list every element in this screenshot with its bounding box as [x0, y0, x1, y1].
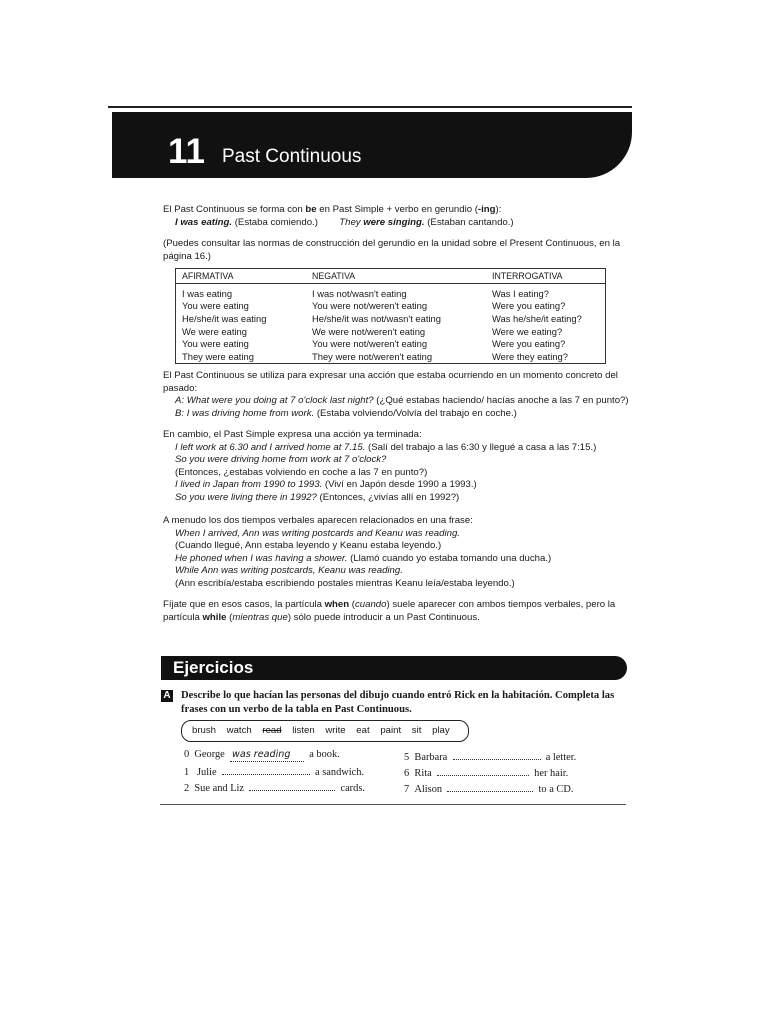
- word-item: eat: [356, 725, 370, 736]
- when-while-note: Fíjate que en esos casos, la partícula when (cuando) suele aparecer con ambos tiempos verbales, pero la partícula while (mientras que) sólo puede introducir a un Past Continuous.: [163, 599, 616, 623]
- exercise-item: 6 Rita her hair.: [404, 768, 569, 779]
- exercises-heading: Ejercicios: [173, 658, 254, 677]
- unit-title: Past Continuous: [222, 146, 362, 167]
- exercises-heading-bar: [161, 656, 627, 680]
- word-item: write: [325, 725, 346, 736]
- answer-blank[interactable]: [249, 781, 335, 791]
- exercise-a-label: A: [161, 690, 173, 702]
- contrast-section: En cambio, el Past Simple expresa una acción ya terminada: I left work at 6.30 and I arrived home at 7.15. (Salí del trabajo a las 6:30 y llegué a casa a las 7:15.) So you were driving home from work at 7 o'clock? (Entonces, ¿estabas volviendo en coche a las 7 en punto?) I lived in Japan from 1990 to 1993. (Viví en Japón desde 1990 a 1993.) So you were living there in 1992? (Entonces, ¿vivías allí en 1992?): [163, 429, 597, 503]
- answer-blank[interactable]: [222, 765, 310, 775]
- exercise-item: 1 Julie a sandwich.: [184, 767, 365, 778]
- word-item: play: [432, 725, 450, 736]
- unit-header: [112, 112, 632, 178]
- exercise-item: 7 Alison to a CD.: [404, 784, 574, 795]
- table-row: They were eating They were not/weren't eating Were they eating?: [182, 350, 568, 362]
- header-interrogative: INTERROGATIVA: [486, 269, 606, 284]
- word-item: listen: [292, 725, 315, 736]
- word-box: [181, 720, 469, 742]
- usage-section: El Past Continuous se utiliza para expresar una acción que estaba ocurriendo en un momento concreto del pasado: A: What were you doing at 7 o'clock last night? (¿Qué estabas haciendo/ hacías anoche a las 7 en punto?) B: I was driving home from work. (Estaba volviendo/Volvía del trabajo en coche.): [163, 370, 629, 419]
- table-row: He/she/it was eating He/she/it was not/wasn't eating Was he/she/it eating?: [182, 312, 582, 324]
- table-row: We were eating We were not/weren't eating Were we eating?: [182, 325, 563, 337]
- unit-number: 11: [168, 132, 205, 171]
- answer-blank[interactable]: [453, 750, 541, 760]
- top-rule: [108, 106, 632, 108]
- answer-blank[interactable]: [447, 782, 533, 792]
- table-row: I was eating I was not/wasn't eating Was I eating?: [182, 287, 549, 299]
- combined-section: A menudo los dos tiempos verbales aparecen relacionados en una frase: When I arrived, Ann was writing postcards and Keanu was reading. (Cuando llegué, Ann estaba leyendo y Keanu estaba leyendo.) He phoned when I was having a shower. (Llamó cuando yo estaba tomando una ducha.) While Ann was writing postcards, Keanu was reading. (Ann escribía/estaba escribiendo postales mientras Keanu leía/estaba leyendo.): [163, 515, 552, 589]
- gerund-note: (Puedes consultar las normas de construcción del gerundio en la unidad sobre el Present Continuous, en la página 16.): [163, 238, 621, 262]
- table-row: You were eating You were not/weren't eating Were you eating?: [182, 300, 566, 312]
- word-item-used: read: [262, 725, 282, 736]
- header-negative: NEGATIVA: [306, 269, 486, 284]
- exercise-item: 5 Barbara a letter.: [404, 752, 577, 763]
- bottom-rule: [160, 804, 626, 805]
- header-affirmative: AFIRMATIVA: [176, 269, 307, 284]
- exercise-a-instructions: Describe lo que hacían las personas del dibujo cuando entró Rick en la habitación. Completa las frases con un verbo de la tabla en Past Continuous.: [181, 690, 615, 715]
- exercise-item: 0 George was reading a book.: [184, 749, 340, 760]
- word-item: watch: [226, 725, 252, 736]
- table-row: You were eating You were not/weren't eating Were you eating?: [182, 338, 566, 350]
- word-item: paint: [380, 725, 402, 736]
- word-item: sit: [411, 725, 422, 736]
- answer-blank[interactable]: was reading: [230, 748, 304, 762]
- exercise-item: 2 Sue and Liz cards.: [184, 783, 365, 794]
- intro-paragraph: El Past Continuous se forma con be en Past Simple + verbo en gerundio (-ing): I was eating. (Estaba comiendo.) They were singing. (Estaban cantando.): [163, 204, 514, 228]
- word-item: brush: [192, 725, 216, 736]
- answer-blank[interactable]: [437, 766, 529, 776]
- conjugation-table: [175, 268, 606, 364]
